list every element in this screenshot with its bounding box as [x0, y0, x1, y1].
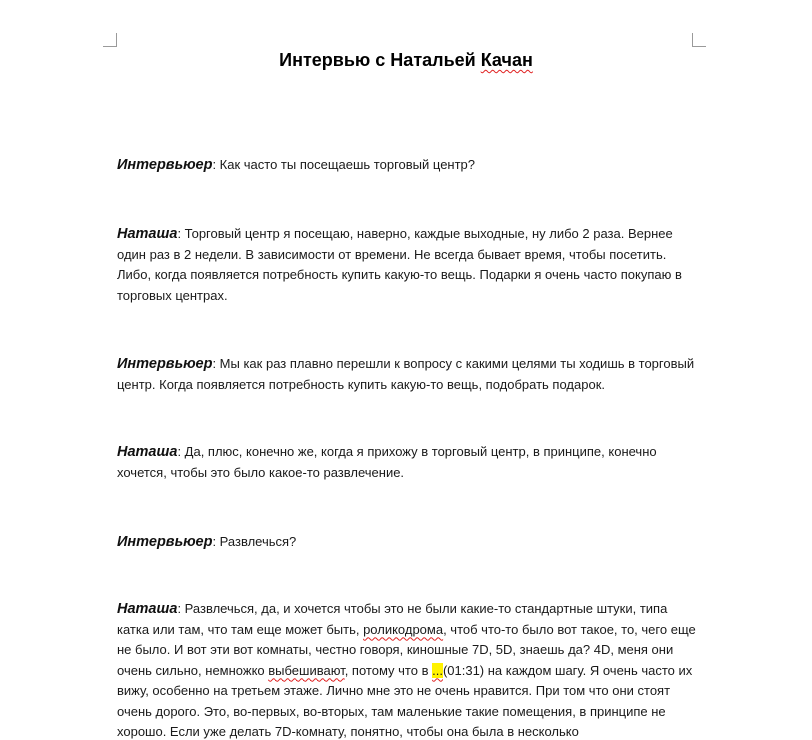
- paragraph-text: : Как часто ты посещаешь торговый центр?: [212, 157, 476, 172]
- paragraph-text: : Развлечься, да, и хочется чтобы это не были какие-то стандартные штуки, типа катка или там, что там еще может быть,: [117, 601, 668, 637]
- title-text: Интервью с Натальей: [279, 50, 481, 70]
- title-misspelled-word: Качан: [480, 50, 533, 70]
- document-title: [0, 48, 812, 72]
- speaker-label: Интервьюер: [117, 534, 213, 550]
- speaker-label: Интервьюер: [117, 356, 213, 372]
- paragraph-text: : Да, плюс, конечно же, когда я прихожу в торговый центр, в принципе, конечно хочется, чтобы это было какое-то развлечение.: [117, 444, 657, 480]
- paragraph-text: , чтоб что-то было вот такое, то, чего еще не было. И вот эти вот комнаты, честно говоря, киношные 7D, 5D, знаешь да? 4D, меня они очень сильно, немножко: [117, 621, 696, 678]
- paragraph-interviewer-3: [117, 532, 697, 553]
- crop-mark-right: [692, 33, 706, 47]
- paragraph-interviewer-1: [117, 155, 697, 176]
- speaker-label: Наташа: [117, 601, 178, 617]
- paragraph-text: : Мы как раз плавно перешли к вопросу с какими целями ты ходишь в торговый центр. Когда появляется потребность купить какую-то вещь, подобрать подарок.: [117, 356, 695, 392]
- speaker-label: Наташа: [117, 444, 178, 460]
- paragraph-natasha-3: [117, 599, 697, 740]
- paragraph-text: : Торговый центр я посещаю, наверно, каждые выходные, ну либо 2 раза. Вернее один раз в 2 недели. В зависимости от времени. Не всегда бывает время, чтобы посетить. Либо, когда появляется потребность купить какую-то вещь. Подарки я очень часто покупаю в торговых центрах.: [117, 226, 682, 303]
- paragraph-interviewer-2: [117, 354, 697, 395]
- paragraph-natasha-1: [117, 224, 697, 306]
- crop-mark-left: [103, 33, 117, 47]
- paragraph-text: (01:31) на каждом шагу. Я очень часто их вижу, особенно на третьем этаже. Лично мне это не очень нравится. При том что они стоят очень дорого. Это, во-первых, во-вторых, там маленькие такие помещения, в принципе не хорошо. Если уже делать 7D-комнату, понятно, чтобы она была в несколько: [117, 662, 693, 739]
- misspelled-word: выбешивают: [268, 662, 345, 678]
- speaker-label: Наташа: [117, 226, 178, 242]
- highlighted-ellipsis: ...: [432, 662, 443, 678]
- paragraph-natasha-2: [117, 442, 697, 483]
- paragraph-text: , потому что в: [344, 662, 433, 678]
- speaker-label: Интервьюер: [117, 157, 213, 173]
- misspelled-word: роликодрома: [363, 621, 444, 637]
- paragraph-text: : Развлечься?: [212, 534, 297, 549]
